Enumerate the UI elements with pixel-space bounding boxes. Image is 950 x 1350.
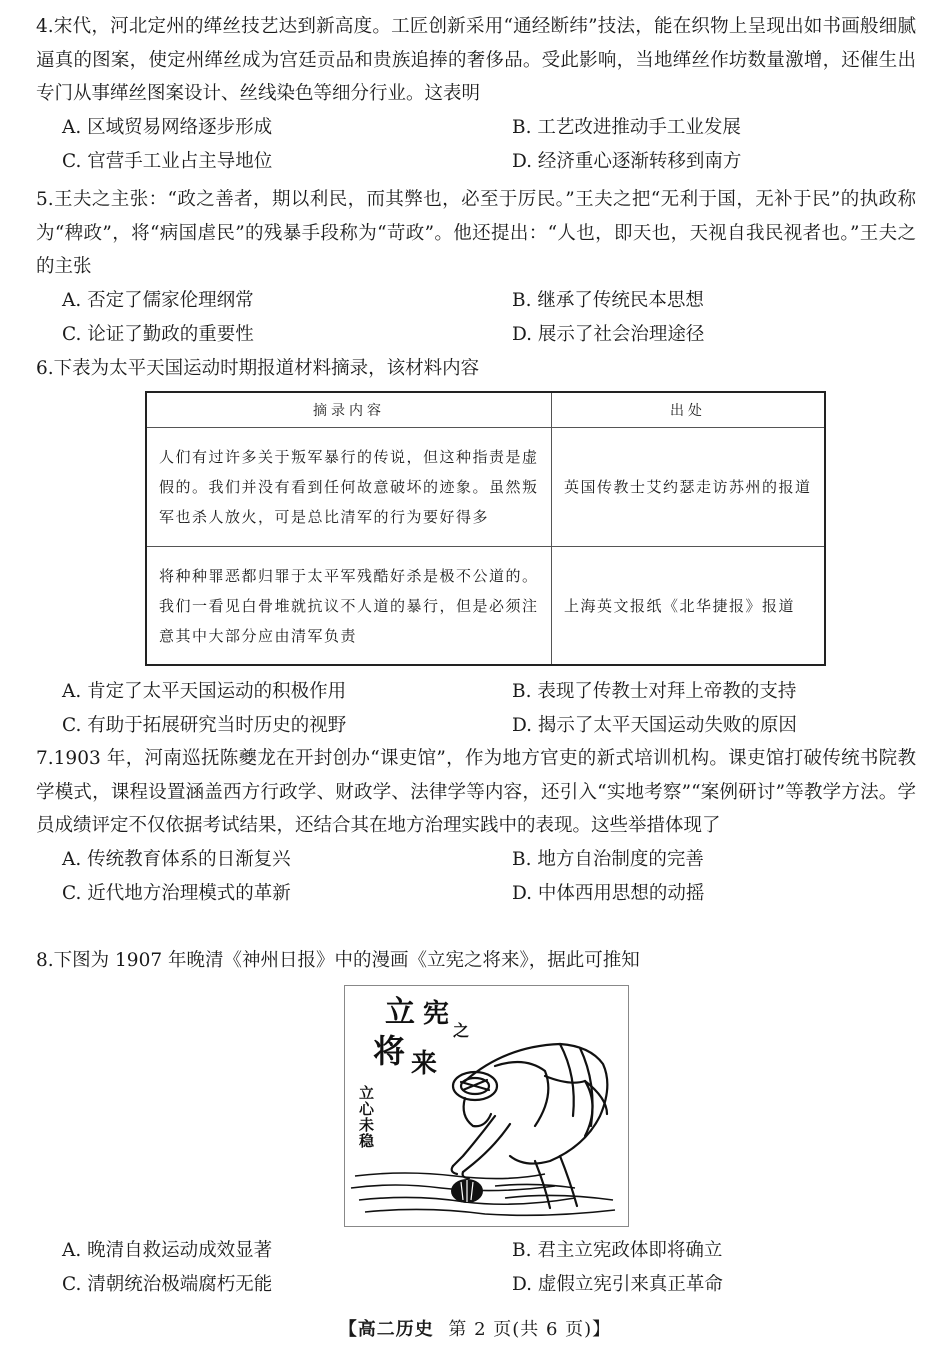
question-7-options-row1: [36, 843, 916, 877]
question-8-options-row1: [36, 1234, 916, 1268]
cartoon-title-char: 将: [373, 1033, 406, 1069]
question-6-option-a[interactable]: A. 肯定了太平天国运动的积极作用: [62, 681, 347, 702]
reports-table: [145, 391, 826, 666]
cartoon-title-char: 来: [411, 1049, 438, 1078]
question-8-options-row2: [36, 1268, 916, 1302]
table-header-source: 出处: [552, 392, 826, 428]
question-7-options-row2: [36, 877, 916, 911]
question-4-stem: 4.宋代，河北定州的缂丝技艺达到新高度。工匠创新采用“通经断纬”技法，能在织物上呈现出如书画般细腻逼真的图案，使定州缂丝成为宫廷贡品和贵族追捧的奢侈品。受此影响，当地缂丝作坊数量激增，还催生出专门从事缂丝图案设计、丝线染色等细分行业。这表明: [36, 16, 916, 104]
question-6-option-c[interactable]: C. 有助于拓展研究当时历史的视野: [62, 715, 347, 736]
svg-text:未: 未: [359, 1118, 375, 1134]
cartoon-title-char: 宪: [423, 999, 450, 1028]
question-7-stem: 7.1903 年，河南巡抚陈夔龙在开封创办“课吏馆”，作为地方官吏的新式培训机构。课吏馆打破传统书院教学模式，课程设置涵盖西方行政学、财政学、法律学等内容，还引入“实地考察”“案例研讨”等教学方法。学员成绩评定不仅依据考试结果，还结合其在地方治理实践中的表现。这些举措体现了: [36, 748, 916, 836]
table-header-content: 摘录内容: [146, 392, 552, 428]
question-8: [36, 944, 916, 978]
table-header-row: [146, 392, 825, 428]
question-7: [36, 742, 916, 911]
svg-text:立: 立: [359, 1086, 375, 1102]
cartoon-title-char: 立: [385, 996, 415, 1029]
question-8-option-a[interactable]: A. 晚清自救运动成效显著: [62, 1240, 273, 1261]
question-4-options-row2: [36, 145, 916, 179]
question-5-options-row1: [36, 284, 916, 318]
question-8-option-b[interactable]: B. 君主立宪政体即将确立: [512, 1240, 723, 1261]
question-8-stem: 8.下图为 1907 年晚清《神州日报》中的漫画《立宪之将来》，据此可推知: [36, 950, 640, 971]
question-5-option-a[interactable]: A. 否定了儒家伦理纲常: [62, 289, 254, 311]
question-7-option-d[interactable]: D. 中体西用思想的动摇: [512, 882, 705, 904]
svg-text:心: 心: [359, 1102, 375, 1118]
question-8-option-d[interactable]: D. 虚假立宪引来真正革命: [512, 1274, 723, 1295]
question-6-option-b[interactable]: B. 表现了传教士对拜上帝教的支持: [512, 681, 797, 702]
question-8-options: [36, 1234, 916, 1302]
question-5-option-c[interactable]: C. 论证了勤政的重要性: [62, 323, 254, 345]
question-4-option-c[interactable]: C. 官营手工业占主导地位: [62, 150, 273, 172]
question-5-option-d[interactable]: D. 展示了社会治理途径: [512, 323, 705, 345]
table-cell-source: 上海英文报纸《北华捷报》报道: [552, 547, 826, 666]
footer-subject: 【高二历史: [338, 1319, 434, 1340]
question-6-options-row2: [36, 709, 916, 743]
question-6-options: [36, 675, 916, 743]
page-footer: [0, 1315, 950, 1341]
cartoon-signature: [358, 1084, 375, 1150]
question-4-option-d[interactable]: D. 经济重心逐渐转移到南方: [512, 150, 742, 172]
svg-text:稳: 稳: [359, 1134, 375, 1150]
table-row: [146, 428, 825, 547]
water-ripples: [351, 1173, 615, 1215]
cartoon-drawing: [345, 986, 628, 1226]
question-6-options-row1: [36, 675, 916, 709]
footer-page-number: 第 2 页(共 6 页)】: [448, 1319, 612, 1340]
question-6: [36, 352, 916, 386]
table-cell-source: 英国传教士艾约瑟走访苏州的报道: [552, 428, 826, 547]
question-4-option-a[interactable]: A. 区域贸易网络逐步形成: [62, 116, 273, 138]
question-5: [36, 183, 916, 352]
question-7-option-a[interactable]: A. 传统教育体系的日渐复兴: [62, 848, 291, 870]
cartoon-title-char: 之: [453, 1023, 470, 1040]
question-7-option-c[interactable]: C. 近代地方治理模式的革新: [62, 882, 291, 904]
question-4: [36, 10, 916, 179]
table-cell-content: 将种种罪恶都归罪于太平军残酷好杀是极不公道的。我们一看见白骨堆就抗议不人道的暴行，但是必须注意其中大部分应由清军负责: [146, 547, 552, 666]
question-4-options-row1: [36, 111, 916, 145]
table-cell-content: 人们有过许多关于叛军暴行的传说，但这种指责是虚假的。我们并没有看到任何故意破坏的迹象。虽然叛军也杀人放火，可是总比清军的行为要好得多: [146, 428, 552, 547]
question-7-option-b[interactable]: B. 地方自治制度的完善: [512, 848, 704, 870]
question-6-option-d[interactable]: D. 揭示了太平天国运动失败的原因: [512, 715, 797, 736]
table-row: [146, 547, 825, 666]
cartoon-image: [344, 985, 629, 1227]
question-5-stem: 5.王夫之主张：“政之善者，期以利民，而其弊也，必至于厉民。”王夫之把“无利于国，无补于民”的执政称为“稗政”，将“病国虐民”的残暴手段称为“苛政”。他还提出：“人也，即天也，天视自我民视者也。”王夫之的主张: [36, 189, 916, 277]
question-8-option-c[interactable]: C. 清朝统治极端腐朽无能: [62, 1274, 273, 1295]
question-4-option-b[interactable]: B. 工艺改进推动手工业发展: [512, 116, 741, 138]
question-6-stem: 6.下表为太平天国运动时期报道材料摘录，该材料内容: [36, 358, 480, 379]
question-5-option-b[interactable]: B. 继承了传统民本思想: [512, 289, 704, 311]
question-5-options-row2: [36, 318, 916, 352]
